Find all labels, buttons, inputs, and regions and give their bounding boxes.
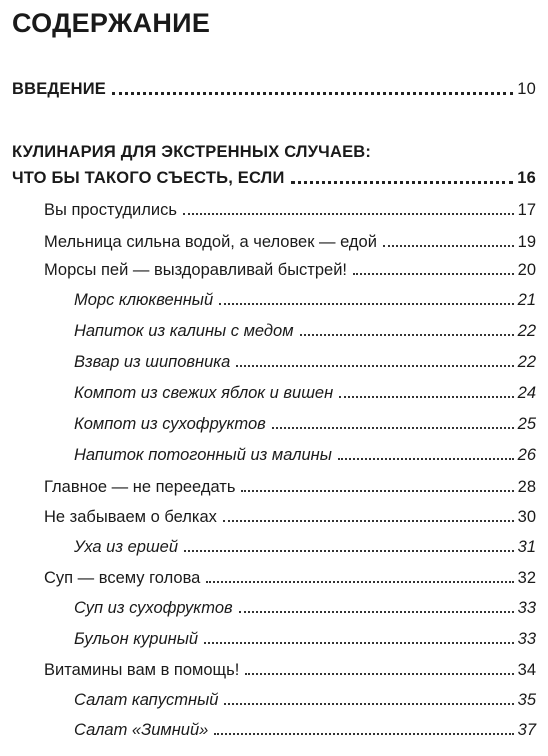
dot-leader [219,303,514,305]
toc-entry-label: Напиток потогонный из малины [74,446,332,464]
section-heading-line1: КУЛИНАРИЯ ДЛЯ ЭКСТРЕННЫХ СЛУЧАЕВ: [12,143,372,161]
toc-entry[interactable] [74,689,536,711]
dot-leader [204,642,514,644]
toc-entry-label: Вы простудились [44,201,177,219]
toc-entry-label: Мельница сильна водой, а человек — едой [44,233,377,251]
toc-title: СОДЕРЖАНИЕ [12,8,211,38]
toc-entry[interactable] [74,444,536,466]
toc-page-number: 37 [517,721,536,739]
toc-entry-label: Бульон куриный [74,630,199,648]
dot-leader [291,181,514,184]
dot-leader [206,581,513,583]
toc-page-number: 21 [517,291,536,309]
toc-page-number: 10 [517,80,536,98]
toc-entry-label: Морсы пей — выздоравливай быстрей! [44,261,348,279]
toc-page-number: 19 [517,233,536,251]
toc-page-number: 17 [517,201,536,219]
toc-entry-label: Суп — всему голова [44,569,201,587]
toc-entry[interactable] [44,659,536,681]
toc-entry-label: Главное — не переедать [44,478,236,496]
toc-page-number: 16 [517,169,536,187]
dot-leader [184,550,514,552]
toc-entry-label: Суп из сухофруктов [74,599,233,617]
toc-page-number: 26 [517,446,536,464]
toc-page-number: 20 [517,261,536,279]
toc-entry-label: Компот из свежих яблок и вишен [74,384,334,402]
toc-entry[interactable] [44,476,536,498]
toc-entry-section[interactable] [12,167,536,189]
toc-entry-intro[interactable] [12,78,536,100]
dot-leader [300,334,514,336]
toc-page-number: 34 [517,661,536,679]
toc-page-number: 24 [517,384,536,402]
toc-entry-label: Не забываем о белках [44,508,217,526]
toc-entry-label: Взвар из шиповника [74,353,231,371]
toc-entry[interactable] [74,320,536,342]
toc-entry-label: Компот из сухофруктов [74,415,266,433]
toc-entry[interactable] [74,536,536,558]
dot-leader [112,92,513,95]
dot-leader [339,396,513,398]
dot-leader [383,245,514,247]
dot-leader [224,703,513,705]
dot-leader [353,273,514,275]
dot-leader [241,490,513,492]
toc-page-number: 28 [517,478,536,496]
toc-entry[interactable] [44,231,536,253]
toc-entry[interactable] [44,506,536,528]
dot-leader [214,733,513,735]
toc-page-number: 32 [517,569,536,587]
toc-entry[interactable] [74,289,536,311]
dot-leader [223,520,514,522]
toc-page-number: 31 [517,538,536,556]
toc-page-number: 33 [517,630,536,648]
toc-entry[interactable] [44,199,536,221]
dot-leader [272,427,514,429]
toc-page-number: 22 [517,353,536,371]
dot-leader [338,458,514,460]
toc-entry[interactable] [44,259,536,281]
toc-page-number: 35 [517,691,536,709]
dot-leader [183,213,514,215]
toc-entry[interactable] [74,597,536,619]
toc-entry[interactable] [44,567,536,589]
toc-page-number: 30 [517,508,536,526]
toc-entry[interactable] [74,413,536,435]
toc-entry-label: Уха из ершей [74,538,179,556]
toc-entry-label: Салат «Зимний» [74,721,209,739]
toc-entry-label: Напиток из калины с медом [74,322,294,340]
toc-entry-label: Морс клюквенный [74,291,214,309]
toc-page-number: 25 [517,415,536,433]
toc-entry-label: ВВЕДЕНИЕ [12,80,106,98]
toc-entry-label: Витамины вам в помощь! [44,661,240,679]
toc-entry[interactable] [74,382,536,404]
toc-entry[interactable] [74,628,536,650]
dot-leader [239,611,514,613]
toc-page-number: 22 [517,322,536,340]
toc-entry-label: ЧТО БЫ ТАКОГО СЪЕСТЬ, ЕСЛИ [12,169,285,187]
toc-entry-label: Салат капустный [74,691,219,709]
toc-page-number: 33 [517,599,536,617]
toc-entry[interactable] [74,351,536,373]
dot-leader [236,365,513,367]
dot-leader [245,673,513,675]
toc-entry[interactable] [74,719,536,741]
